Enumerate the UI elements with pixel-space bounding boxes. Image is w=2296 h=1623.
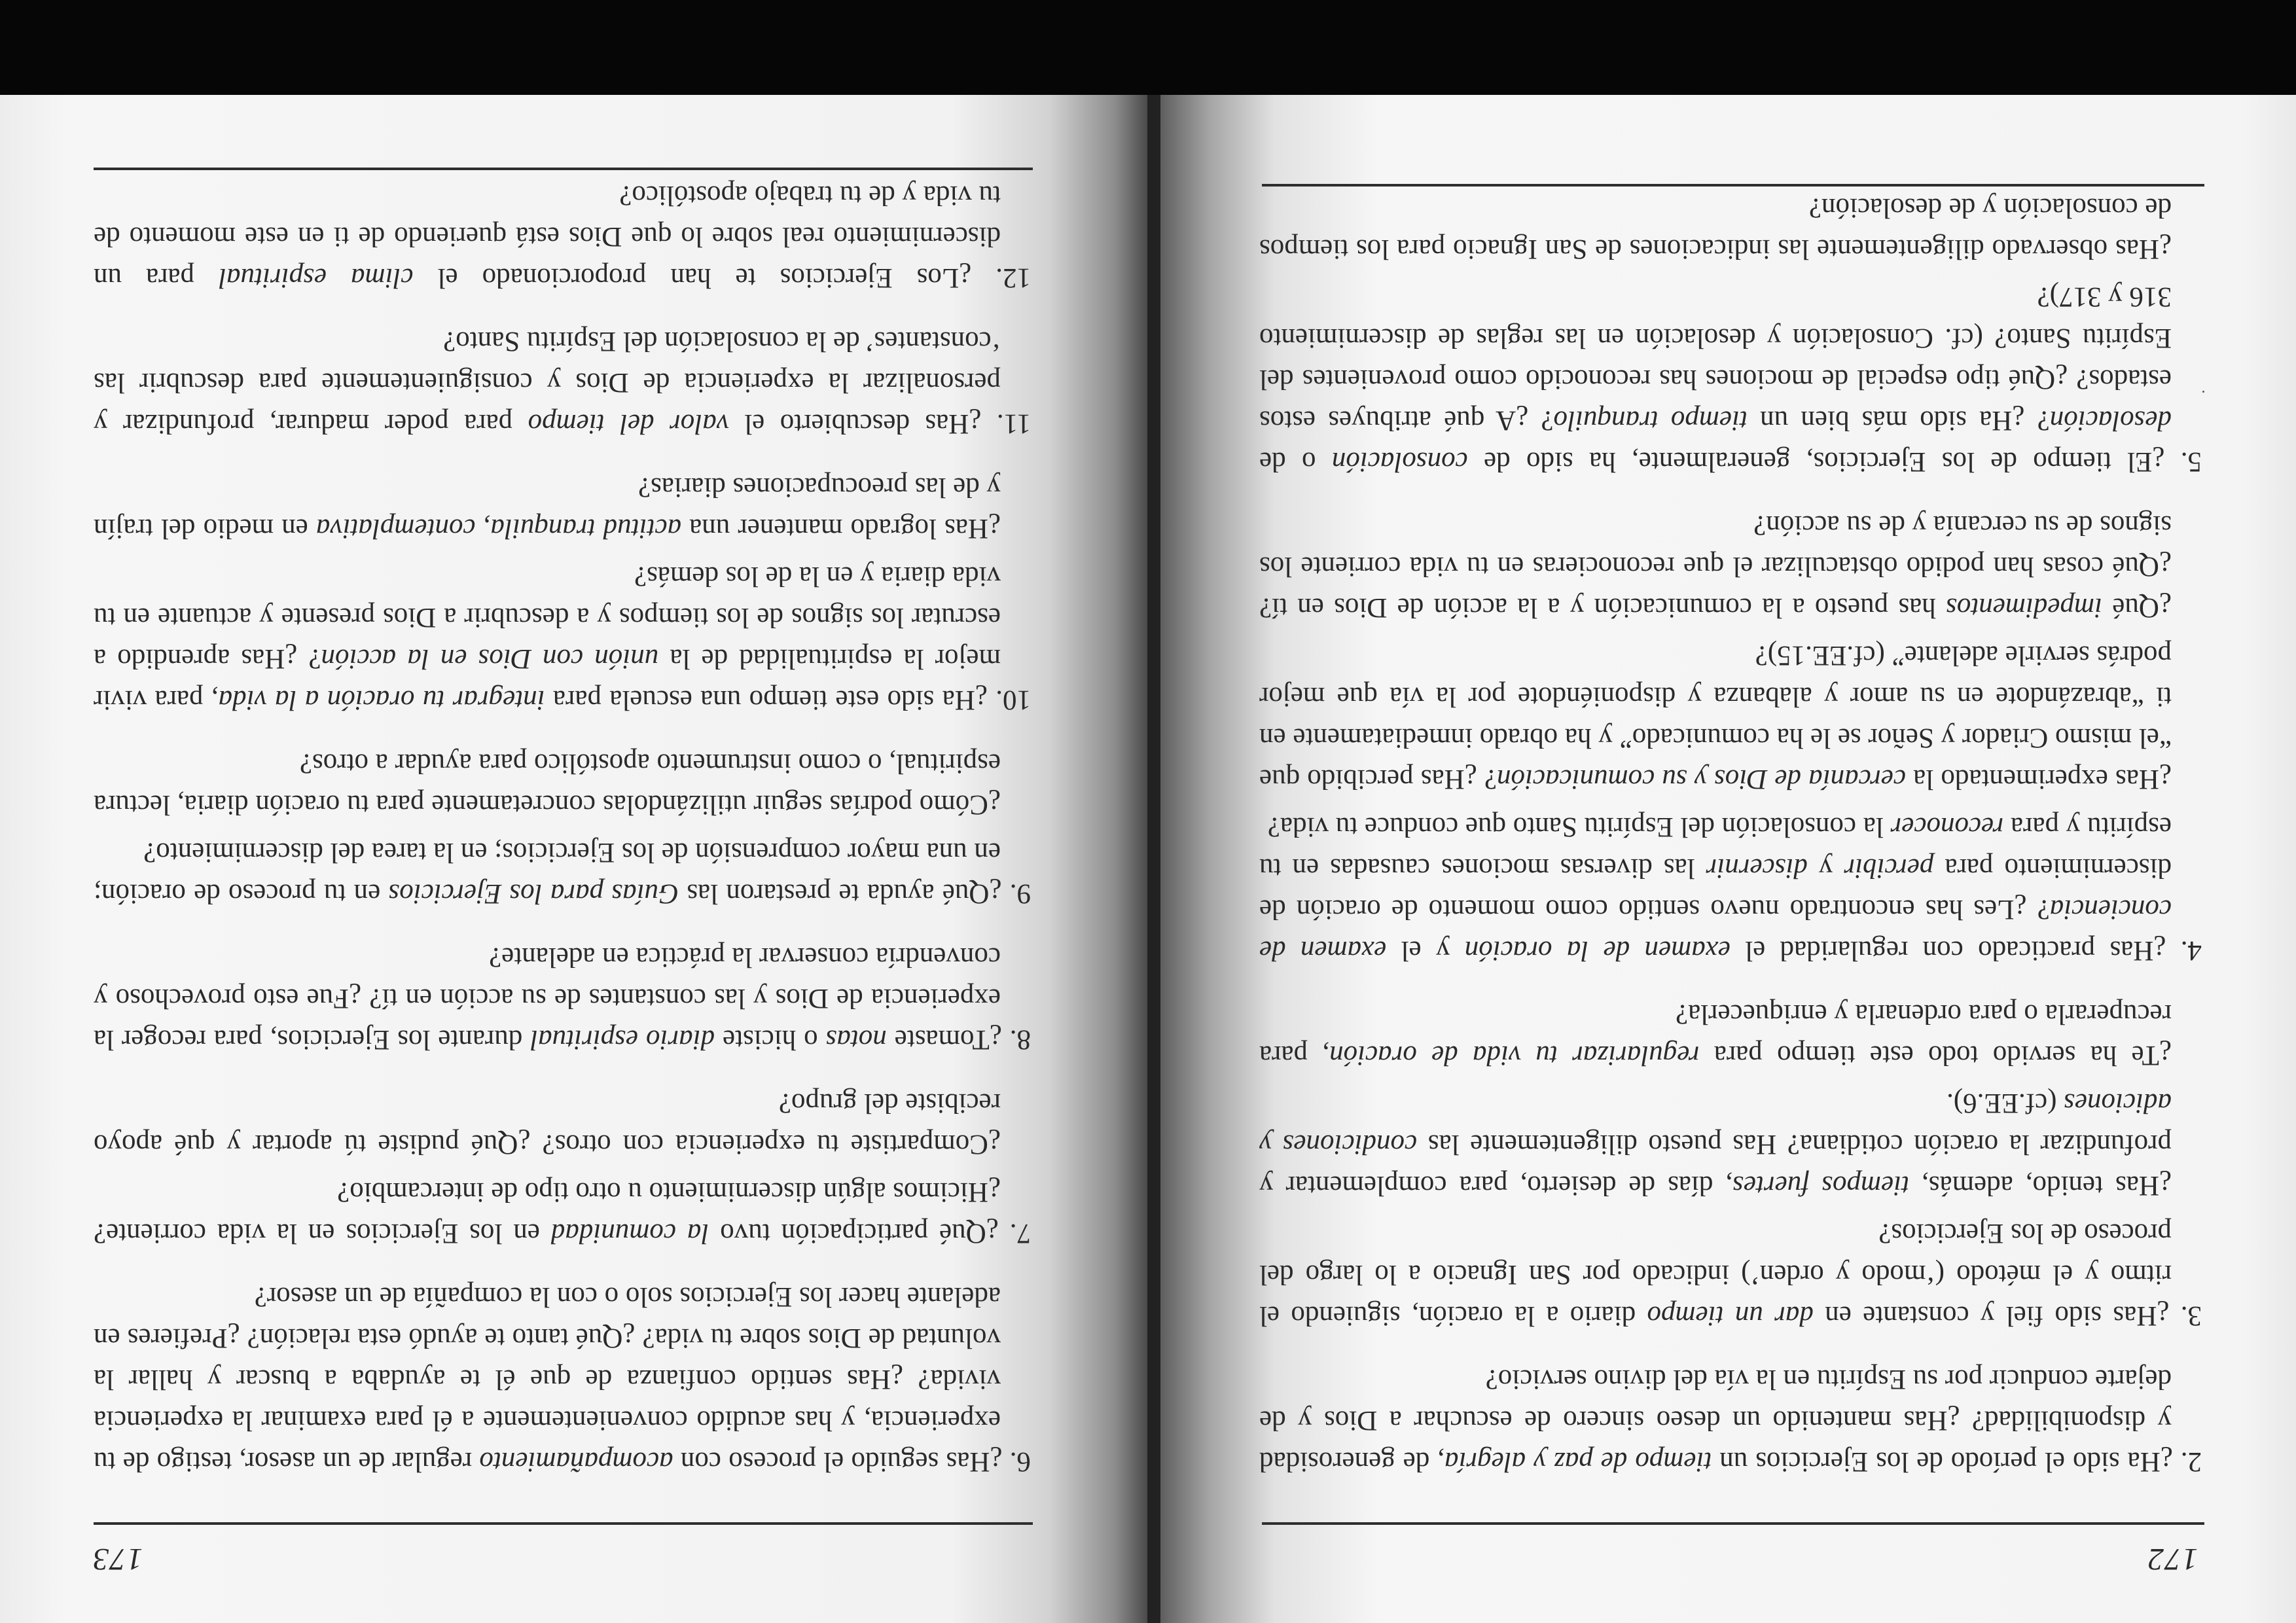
item-number: 3. [2180,1300,2202,1331]
paragraph: 10. ¿Ha sido este tiempo una escuela para integrar tu oración a la vida, para vivir mejor la espiritualidad de la unión con Dios en la acción? ¿Has aprendido a escrutar los signos de los tiempos y a descubrir a Dios presente y actuante en tu vida diaria y en la de los demás? [93,561,1031,715]
paragraph: 12. ¿Los Ejercicios te han proporcionado el clima espiritual para un discernimiento real sobre lo que Dios está queriendo de ti en este momento de tu vida y de tu trabajo apostólico? [94,180,1031,293]
paragraph: 5. ¿El tiempo de los Ejercicios, generalmente, ha sido de consolación o de desolación? ¿Ha sido más bien un tiempo tranquilo? ¿A qué atribuyes estos estados? ¿Qué tipo especial de mociones has reconocido como provenientes del Espíritu Santo? (cf. Consolación y desolación en las reglas de discernimiento 316 y 317)? [1259,281,2202,477]
top-rule-right [94,1522,1033,1525]
item-number: 6. [1009,1446,1031,1477]
paragraph: 9. ¿Qué ayuda te prestaron las Guías para los Ejercicios en tu proceso de oración; en una mayor comprensión de los Ejercicios; en la tarea del discernimiento? [93,837,1031,909]
item-number: 12. [996,262,1031,293]
right-page-text [94,152,1031,1482]
page-number-right: 173 [92,1542,143,1577]
right-page [0,95,1147,1623]
item-number: 9. [1009,878,1031,909]
page-number-left: 172 [2147,1542,2198,1577]
paragraph: ¿Compartiste tu experiencia con otros? ¿Qué pudiste tú aportar y qué apoyo recibiste del grupo? [94,1088,1001,1160]
paragraph: 6. ¿Has seguido el proceso con acompañamiento regular de un asesor, testigo de tu experiencia, y has acudido convenientemente a él para examinar la experiencia vivida? ¿Has sentido confianza de que él te ayudaba a buscar y hallar la voluntad de Dios sobre tu vida? ¿Qué tanto te ayudó esta relación? ¿Prefieres en adelante hacer los Ejercicios solo o con la compañía de un asesor? [94,1281,1031,1477]
paragraph: 11. ¿Has descubierto el valor del tiempo para poder madurar, profundizar y personalizar la experiencia de Dios y consiguientemente para descubrir las ‘constantes’ de la consolación del Espíritu Santo? [94,326,1031,439]
paragraph: ¿Qué impedimentos has puesto a la comunicación y a la acción de Dios en tí? ¿Qué cosas han podido obstaculizar el que reconocieras en tu vida corriente los signos de su cercanía y de su acción? [1259,510,2172,623]
item-number: 10. [996,685,1031,715]
left-page-text [1259,165,2202,1482]
item-number: 8. [1009,1024,1031,1055]
paragraph: ¿Has observado diligentemente las indicaciones de San Ignacio para los tiempos de consolación y de desolación? [1259,192,2172,264]
left-page [1160,95,2296,1623]
paragraph: 2. ¿Ha sido el período de los Ejercicios un tiempo de paz y alegría, de generosidad y disponibilidad? ¿Has mantenido un deseo sincero de escuchar a Dios y de dejarte conducir por su Espíritu en la vía del divino servicio? [1259,1364,2202,1477]
paragraph: 3. ¿Has sido fiel y constante en dar un tiempo diario a la oración, siguiendo el ritmo y el método (‘modo y orden’) indicado por San Ignacio a lo largo del proceso de los Ejercicios? [1259,1218,2202,1331]
item-number: 7. [1009,1218,1031,1249]
paragraph: ¿Has experimentado la cercanía de Dios y su comunicación? ¿Has percibido que “el mismo Criador y Señor se le ha comunicado” y ha obrado inmediatamente en ti “abrazándote en su amor y alabanza y disponiéndote por la vía que mejor podrás servirle adelante” (cf.EE.15)? [1259,640,2172,794]
item-number: 4. [2180,935,2202,966]
item-number: 11. [996,408,1031,439]
paragraph: ¿Has tenido, además, tiempos fuertes, días de desierto, para complementar y profundizar la oración cotidiana? Has puesto diligentemente las condiciones y adiciones (cf.EE.6). [1259,1088,2172,1201]
speck [2202,391,2204,393]
paragraph: ¿Cómo podrías seguir utilizándolas concretamente para tu oración diaria, lectura espiritual, o como instrumento apostólico para ayudar a otros? [94,748,1001,820]
paragraph: 7. ¿Qué participación tuvo la comunidad en los Ejercicios en la vida corriente? ¿Hicimos algún discernimiento u otro tipo de intercambio? [94,1177,1031,1249]
paragraph: ¿Te ha servido todo este tiempo para regularizar tu vida de oración, para recuperarla o para ordenarla y enriquecerla? [1259,999,2172,1071]
paragraph: ¿Has logrado mantener una actitud tranquila, contemplativa en medio del trajín y de las preocupaciones diarias? [94,472,1001,544]
book-gutter [1147,95,1160,1623]
bottom-rule-left [1262,184,2204,187]
paragraph: 4. ¿Has practicado con regularidad el examen de la oración y el examen de conciencia? ¿Les has encontrado nuevo sentido como momento de oración de discernimiento para percibir y discernir las diversas mociones causadas en tu espíritu y para reconocer la consolación del Espíritu Santo que conduce tu vida? [1259,812,2202,966]
bottom-rule-right [94,168,1033,170]
top-rule-left [1262,1522,2204,1525]
paragraph: 8. ¿Tomaste notas o hiciste diario espiritual durante los Ejercicios, para recoger la experiencia de Dios y las constantes de su acción en tí? ¿Fue esto provechoso y convendría conservar la práctica en adelante? [93,942,1031,1055]
item-number: 5. [2180,446,2202,477]
scanner-border [0,0,2296,95]
item-number: 2. [2180,1446,2202,1477]
